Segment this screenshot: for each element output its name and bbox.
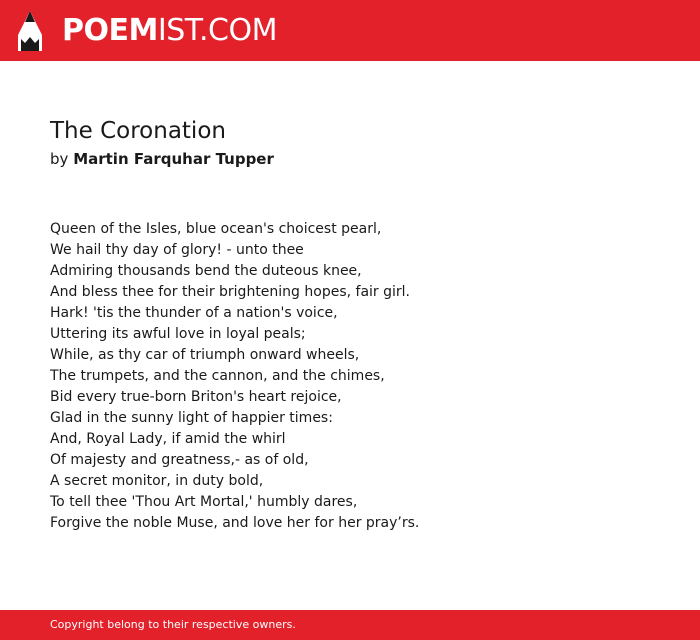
poem-line: To tell thee 'Thou Art Mortal,' humbly dares, [50, 494, 358, 510]
site-footer [0, 610, 700, 640]
poem-line: Hark! 'tis the thunder of a nation's voice, [50, 305, 338, 321]
site-header [0, 0, 700, 61]
poem-line: While, as thy car of triumph onward wheels, [50, 347, 360, 363]
poem-line: The trumpets, and the cannon, and the chimes, [50, 368, 385, 384]
pencil-tip-icon [17, 10, 43, 52]
logo-text-light: IST.COM [157, 13, 277, 48]
poem-line: A secret monitor, in duty bold, [50, 473, 264, 489]
copyright-text: Copyright belong to their respective owners. [50, 618, 296, 631]
poem-title: The Coronation [50, 118, 226, 144]
poem-line: Uttering its awful love in loyal peals; [50, 326, 306, 342]
poem-line: Of majesty and greatness,- as of old, [50, 452, 309, 468]
poem-line: And, Royal Lady, if amid the whirl [50, 431, 286, 447]
poem-line: Queen of the Isles, blue ocean's choicest pearl, [50, 221, 382, 237]
by-label: by [50, 150, 69, 168]
poem-author: Martin Farquhar Tupper [73, 150, 274, 168]
poem-line: And bless thee for their brightening hopes, fair girl. [50, 284, 411, 300]
site-logo[interactable] [62, 13, 277, 49]
poem-line: Bid every true-born Briton's heart rejoice, [50, 389, 342, 405]
poem-line: Forgive the noble Muse, and love her for her pray’rs. [50, 515, 420, 531]
poem-line: Glad in the sunny light of happier times: [50, 410, 333, 426]
poem-line: Admiring thousands bend the duteous knee, [50, 263, 362, 279]
logo-text-bold: POEM [62, 13, 158, 48]
poem-byline [50, 149, 274, 169]
poem-line: We hail thy day of glory! - unto thee [50, 242, 304, 258]
poem-body [50, 219, 419, 534]
